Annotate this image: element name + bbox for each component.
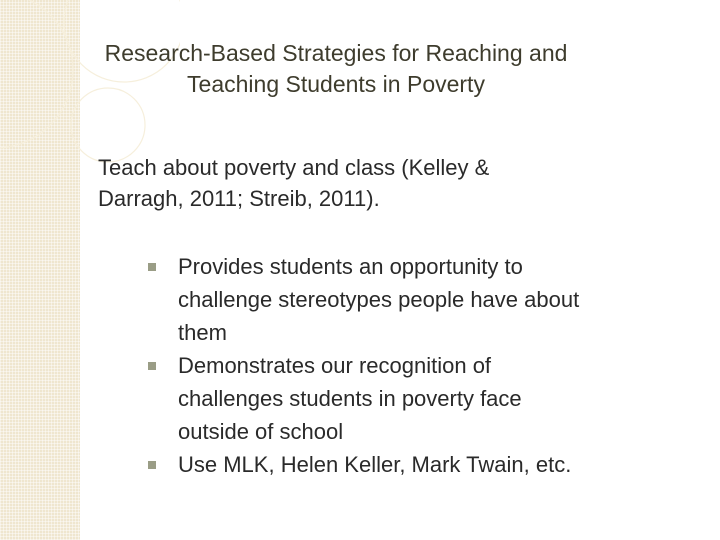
bullet-line: Use MLK, Helen Keller, Mark Twain, etc. [178,452,572,477]
bullet-item [148,250,708,349]
bullet-item [148,349,708,448]
lead-paragraph [98,152,658,214]
slide-title [0,38,672,100]
square-bullet-icon [148,263,156,271]
lead-line: Darragh, 2011; Streib, 2011). [98,186,380,211]
bullet-line: challenge stereotypes people have about [178,287,580,312]
bullet-line: challenges students in poverty face [178,386,522,411]
bullet-line: them [178,320,227,345]
lead-line: Teach about poverty and class (Kelley & [98,155,490,180]
slide-title-line: Research-Based Strategies for Reaching and [104,40,568,66]
bullet-list [148,250,708,481]
square-bullet-icon [148,461,156,469]
bullet-line: outside of school [178,419,344,444]
bullet-item [148,448,708,481]
slide-title-line: Teaching Students in Poverty [187,71,485,97]
bullet-line: Demonstrates our recognition of [178,353,492,378]
square-bullet-icon [148,362,156,370]
bullet-line: Provides students an opportunity to [178,254,523,279]
